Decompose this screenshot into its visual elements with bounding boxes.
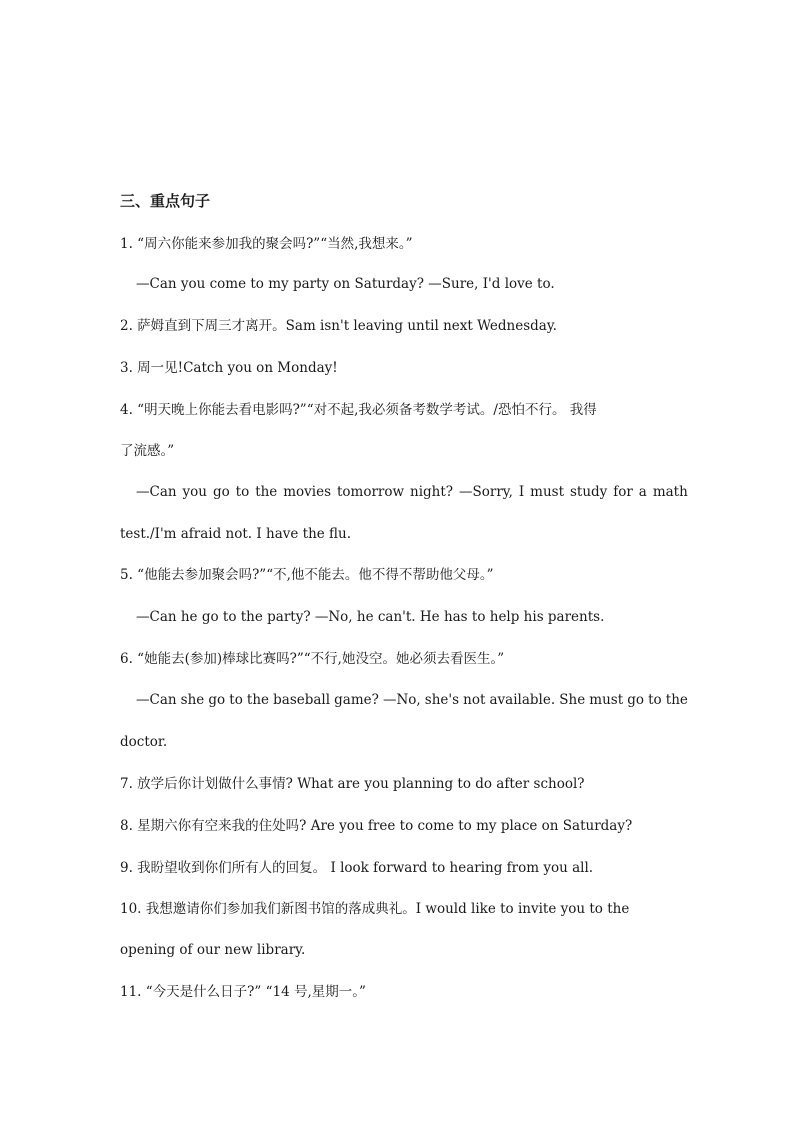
word: go	[208, 692, 226, 708]
word: She	[559, 692, 586, 708]
word: a	[638, 484, 647, 500]
sentence-2: 2. 萨姆直到下周三才离开。Sam isn't leaving until next Wednesday.	[120, 318, 557, 334]
sentence-4-chinese-line-2: 了流感。”	[120, 443, 175, 459]
word: must	[530, 484, 565, 500]
sentence-4-chinese-line-1: 4. “明天晚上你能去看电影吗?”“对不起,我必须备考数学考试。/恐怕不行。 我得	[120, 402, 597, 418]
sentence-5-chinese: 5. “他能去参加聚会吗?”“不,他不能去。他不得不帮助他父母。”	[120, 567, 494, 583]
word: game?	[334, 692, 379, 708]
sentence-7: 7. 放学后你计划做什么事情? What are you planning to do after school?	[120, 776, 585, 792]
word: to	[229, 692, 243, 708]
word: —No,	[382, 692, 421, 708]
sentence-1-english: —Can you come to my party on Saturday? —Sure, I'd love to.	[136, 276, 555, 292]
sentence-8: 8. 星期六你有空来我的住处吗? Are you free to come to my place on Saturday?	[120, 818, 633, 834]
word: available.	[489, 692, 556, 708]
word: she	[180, 692, 205, 708]
word: baseball	[273, 692, 331, 708]
word: the	[665, 692, 688, 708]
sentence-5-english: —Can he go to the party? —No, he can't. He has to help his parents.	[136, 609, 605, 625]
word: the	[246, 692, 270, 708]
word: you	[182, 484, 207, 500]
sentence-4-english-line-1	[136, 482, 688, 502]
sentence-9: 9. 我盼望收到你们所有人的回复。 I look forward to hearing from you all.	[120, 860, 594, 876]
sentence-3: 3. 周一见!Catch you on Monday!	[120, 360, 338, 376]
sentence-11: 11. “今天是什么日子?” “14 号,星期一。”	[120, 984, 366, 1000]
word: the	[255, 484, 278, 500]
word: math	[652, 484, 688, 500]
word: go	[627, 692, 645, 708]
word: study	[569, 484, 608, 500]
word: —Can	[136, 484, 177, 500]
sentence-6-english-line-1	[136, 690, 688, 710]
sentence-6-chinese: 6. “她能去(参加)棒球比赛吗?”“不行,她没空。她必须去看医生。”	[120, 651, 505, 667]
word: for	[613, 484, 633, 500]
word: go	[212, 484, 230, 500]
word: I	[518, 484, 525, 500]
sentence-10-line-1: 10. 我想邀请你们参加我们新图书馆的落成典礼。I would like to invite you to the	[120, 901, 630, 917]
sentence-10-line-2: opening of our new library.	[120, 942, 306, 958]
word: —Can	[136, 692, 177, 708]
sentence-6-english-line-2: doctor.	[120, 734, 168, 750]
word: not	[463, 692, 486, 708]
word: must	[589, 692, 624, 708]
word: movies	[283, 484, 332, 500]
word: tomorrow	[337, 484, 405, 500]
word: night?	[410, 484, 454, 500]
word: to	[235, 484, 250, 500]
sentence-1-chinese: 1. “周六你能来参加我的聚会吗?”“当然,我想来。”	[120, 236, 413, 252]
sentence-4-english-line-2: test./I'm afraid not. I have the flu.	[120, 526, 352, 542]
word: she's	[424, 692, 460, 708]
word: —Sorry,	[459, 484, 513, 500]
section-heading: 三、重点句子	[120, 192, 211, 210]
word: to	[648, 692, 662, 708]
